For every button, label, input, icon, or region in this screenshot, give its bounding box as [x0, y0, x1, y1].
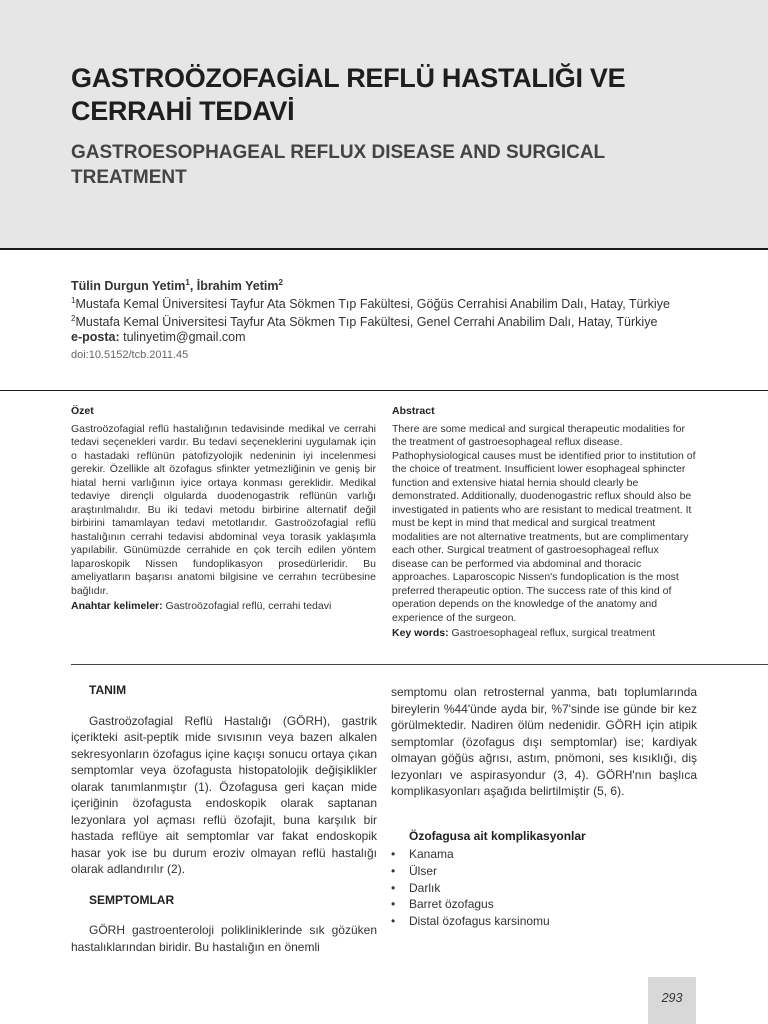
affiliation-1: [71, 296, 670, 311]
abstract-heading: Özet: [71, 405, 94, 417]
keywords: [71, 600, 376, 614]
author-name: İbrahim Yetim: [196, 279, 279, 294]
abstract-turkish: [71, 405, 376, 614]
section-heading-tanim: TANIM: [89, 683, 127, 697]
complications-list: [391, 846, 697, 930]
keywords-label: Anahtar kelimeler:: [71, 600, 163, 612]
header-divider: [0, 390, 768, 391]
affiliation-marker: 1: [71, 296, 76, 305]
doi[interactable]: doi:10.5152/tcb.2011.45: [71, 349, 189, 361]
list-heading-complications: Özofagusa ait komplikasyonlar: [409, 828, 586, 843]
list-item: [391, 913, 697, 930]
affiliation-text: Mustafa Kemal Üniversitesi Tayfur Ata Sökmen Tıp Fakültesi, Göğüs Cerrahisi Anabilim Dalı, Hatay, Türkiye: [75, 297, 670, 312]
article-title-turkish: GASTROÖZOFAGİAL REFLÜ HASTALIĞI VE CERRAHİ TEDAVİ: [71, 63, 626, 126]
author-line: [71, 278, 283, 293]
bullet-icon: •: [391, 847, 396, 861]
list-item-text: Kanama: [409, 847, 454, 861]
keywords: [392, 627, 697, 641]
page-number: 293: [661, 991, 683, 1005]
list-item: [391, 846, 697, 863]
list-item-text: Distal özofagus karsinomu: [409, 914, 550, 929]
list-item: [391, 880, 697, 897]
email-address[interactable]: tulinyetim@gmail.com: [119, 330, 246, 344]
affiliation-2: [71, 314, 657, 329]
list-item-text: Barret özofagus: [409, 897, 494, 912]
title-band: [0, 0, 768, 250]
affiliation-text: Mustafa Kemal Üniversitesi Tayfur Ata Sökmen Tıp Fakültesi, Genel Cerrahi Anabilim Dalı, Hatay, Türkiye: [75, 315, 658, 330]
abstract-heading: Abstract: [392, 405, 435, 417]
keywords-label: Key words:: [392, 627, 449, 639]
keywords-text: Gastroözofagial reflü, cerrahi tedavi: [162, 600, 332, 612]
list-item-text: Darlık: [409, 880, 441, 895]
body-column-right: [391, 684, 697, 930]
paragraph-semptomlar: GÖRH gastroenteroloji polikliniklerinde sık gözüken hastalıklarından biridir. Bu hastalığın en önemli: [71, 923, 377, 954]
author-name: Tülin Durgun Yetim: [71, 279, 186, 294]
section-heading-semptomlar: SEMPTOMLAR: [89, 892, 175, 907]
list-item: [391, 863, 697, 880]
article-title-english: GASTROESOPHAGEAL REFLUX DISEASE AND SURGICAL TREATMENT: [71, 142, 605, 188]
contact-email: [71, 330, 246, 344]
abstract-english: [392, 405, 697, 641]
bullet-icon: •: [391, 914, 396, 929]
body-column-left: [71, 682, 377, 969]
paragraph-tanim: Gastroözofagial Reflü Hastalığı (GÖRH), gastrik içerikteki asit-peptik mide sıvısının veya bazen alkalen sekresyonların özofagus içine kaçışı sonucu ortaya çıkan semptomlar veya özofagusta histopatolojik değişiklikler olarak tanımlanmıştır (1). Özofagusa geri kaçan mide içeriğinin özofagusta endoskopik olarak saptanan lezyonlara yol açması reflü özofajit, buna karşılık bir hastada reflüye ait semptomlar var fakat endoskopik hasar yok ise bu durum eroziv olmayan reflü hastalığı olarak adlandırılır (2).: [71, 713, 377, 876]
bullet-icon: •: [391, 863, 396, 878]
list-item: [391, 896, 697, 913]
abstract-divider: [71, 664, 768, 665]
page-number-box: [648, 977, 696, 1024]
affiliation-marker: 1: [185, 278, 190, 287]
author-separator: ,: [189, 279, 197, 294]
list-item-text: Ülser: [409, 863, 438, 878]
abstract-text: There are some medical and surgical therapeutic modalities for the treatment of gastroesophageal reflux disease. Pathophysiological causes must be identified prior to institution of the choice of treatment. Insufficient lower esophageal sphincter function and extensive hiatal hernia should clearly be demonstrated. Additionally, duodenogastric reflux should also be investigated in patients who are resistant to medical treatment. It must be kept in mind that medical and surgical treatment modalities are not alternative treatments, but are complimentary each other. Surgical treatment of gastroesophageal reflux disease can be performed via abdominal and thoracic approaches. Laparoscopic Nissen's fundoplication is the most preferred therapeutic option. The success rate of this kind of operation depends on the knowledge of the anatomy and experience of the surgeon.: [392, 422, 696, 624]
email-label: e-posta:: [71, 330, 120, 344]
keywords-text: Gastroesophageal reflux, surgical treatment: [448, 627, 656, 639]
bullet-icon: •: [391, 880, 396, 895]
bullet-icon: •: [391, 897, 396, 912]
abstract-text: Gastroözofagial reflü hastalığının tedavisinde medikal ve cerrahi tedavi seçenekleri vardır. Bu tedavi seçeneklerini uygulamak için o hastadaki reflünün patofizyolojik nedeninin iyi incelenmesi gerekir. Özellikle alt özofagus sfinkter yetmezliğinin ve geniş bir hiatal herni varlığının iyice ortaya konması gereklidir. Medikal tedaviye dirençli olgularda duodenogastrik reflünün varlığı araştırılmalıdır. Bu iki tedavi metodu birbirine alternatif değil birbirini tamamlayan tedavi metotlarıdır. Gastroözofagial reflü hastalığının cerrahi tedavisi abdominal veya torasik yaklaşımla yapılabilir. Günümüzde cerrahide en çok tercih edilen yöntem laparoskopik Nissen fundoplikasyon prosedürleridir. Bu ameliyatların başarısı anatomi bilgisine ve cerrahın tecrübesine bağlıdır.: [71, 422, 376, 597]
affiliation-marker: 2: [71, 314, 76, 323]
paragraph-continued: semptomu olan retrosternal yanma, batı toplumlarında bireylerin %44'ünde ayda bir, %7'sinde ise günde bir kez görülmektedir. Nadiren ölüm nedenidir. GÖRH için atipik semptomlar (özofagus dışı semptomlar) ise; kardiyak olmayan göğüs ağrısı, astım, pnömoni, ses kısıklığı, diş lezyonları ve aspirasyondur (3, 4). GÖRH'nın başlıca komplikasyonları aşağıda belirtilmiştir (5, 6).: [391, 685, 697, 798]
affiliation-marker: 2: [278, 278, 283, 287]
